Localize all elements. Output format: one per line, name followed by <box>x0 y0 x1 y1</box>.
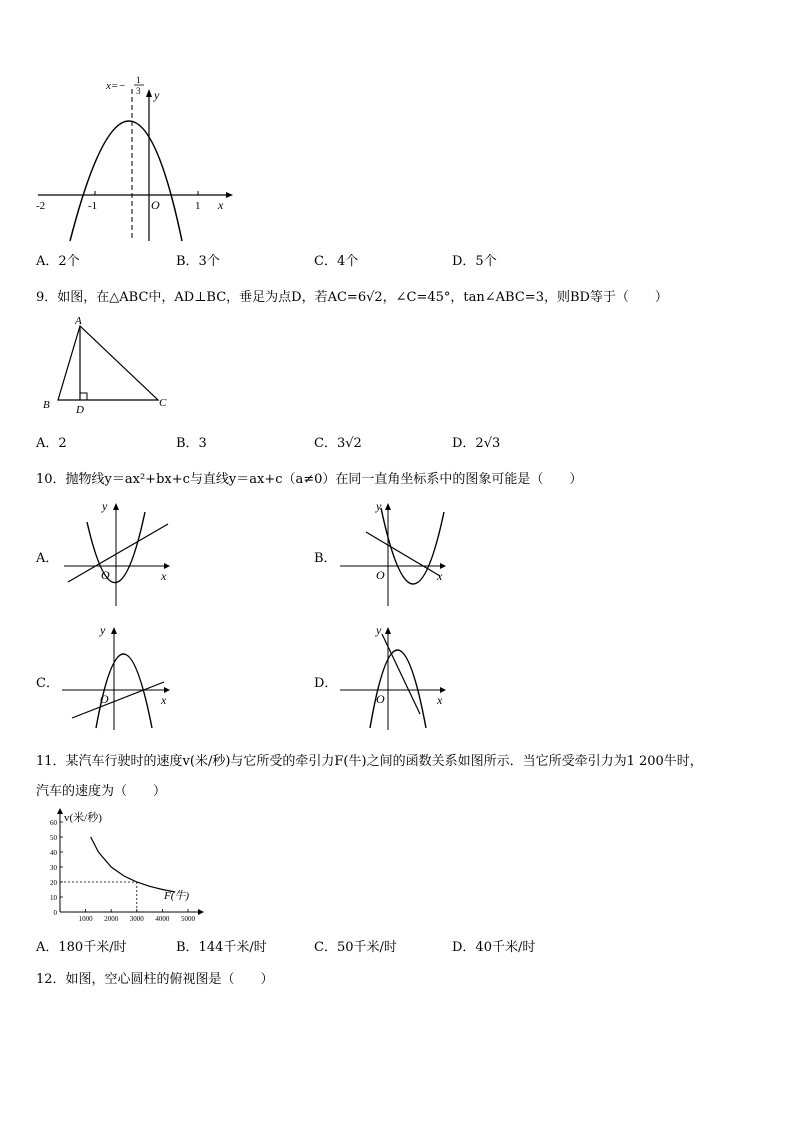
parabola <box>96 654 152 728</box>
origin-label: O <box>101 568 110 582</box>
q11-option-a[interactable]: A．180千米/时 <box>36 940 127 955</box>
y-tick-label: 60 <box>50 819 57 827</box>
q11-option-c[interactable]: C．50千米/时 <box>314 940 397 955</box>
x-axis-arrow <box>198 909 204 915</box>
label-b: B <box>43 399 50 411</box>
x-label: x <box>161 693 167 707</box>
x-tick-label: 3000 <box>129 915 144 923</box>
q9-triangle-figure <box>36 314 176 416</box>
q8-parabola-graph <box>30 75 240 245</box>
q12-stem: 12．如图，空心圆柱的俯视图是（ ） <box>36 972 274 987</box>
q11-stem-line1: 11．某汽车行驶时的速度v(米/秒)与它所受的牵引力F(牛)之间的函数关系如图所示．当它所受牵引力为1 200牛时， <box>36 754 703 769</box>
tick-label: 1 <box>195 200 201 212</box>
x-label: x <box>161 569 167 583</box>
x-label: x <box>437 693 443 707</box>
x-axis-label: F(牛) <box>164 890 190 902</box>
q9-stem: 9．如图，在△ABC中，AD⊥BC，垂足为点D，若AC=6√2，∠C=45°，tan∠ABC=3，则BD等于（ ） <box>36 290 668 305</box>
q11-stem-line2: 汽车的速度为（ ） <box>36 784 167 799</box>
x-tick-label: 1000 <box>78 915 93 923</box>
label-c: C <box>159 397 167 409</box>
line <box>72 682 164 718</box>
label-d: D <box>76 404 84 416</box>
x-tick-label: 2000 <box>104 915 119 923</box>
q10-option-a-label[interactable]: A． <box>36 551 59 566</box>
tick-label: -1 <box>88 200 98 212</box>
right-angle-mark <box>80 393 87 400</box>
y-tick-label: 30 <box>50 864 57 872</box>
line <box>68 524 168 582</box>
hyperbola-curve <box>91 837 176 892</box>
frac-den: 3 <box>136 86 141 96</box>
q11-speed-force-chart <box>36 806 206 924</box>
y-axis-label: v(米/秒) <box>64 812 102 824</box>
x-tick-label: 5000 <box>181 915 195 923</box>
frac-num: 1 <box>136 75 141 85</box>
y-axis-arrow <box>146 89 152 97</box>
y-tick-label: 20 <box>50 879 57 887</box>
q10-graph-c[interactable] <box>60 620 180 732</box>
q8-option-c[interactable]: C．4个 <box>314 254 359 269</box>
y-label: y <box>376 499 382 513</box>
symmetry-label: x=− <box>106 80 126 92</box>
y-tick-label: 50 <box>50 834 57 842</box>
tick-label: -2 <box>36 200 46 212</box>
parabola-curve <box>70 121 182 241</box>
y-label: y <box>376 623 382 637</box>
x-axis-arrow <box>226 192 233 198</box>
triangle-abc <box>58 326 158 400</box>
parabola <box>370 650 426 728</box>
q10-stem: 10．抛物线y＝ax²+bx+c与直线y＝ax+c（a≠0）在同一直角坐标系中的图象可能是（ ） <box>36 472 583 487</box>
q11-option-b[interactable]: B．144千米/时 <box>176 940 267 955</box>
origin-label: O <box>151 198 160 212</box>
y-label: y <box>100 623 106 637</box>
y-label: y <box>102 499 108 513</box>
q11-option-d[interactable]: D．40千米/时 <box>452 940 536 955</box>
origin-label: O <box>100 692 109 706</box>
q10-option-d-label[interactable]: D． <box>314 676 338 691</box>
q10-graph-b[interactable] <box>336 498 456 608</box>
x-label: x <box>218 198 224 212</box>
q9-option-a[interactable]: A．2 <box>36 436 67 451</box>
q10-graph-d[interactable] <box>336 620 456 732</box>
y-tick-label: 40 <box>50 849 57 857</box>
q9-option-d[interactable]: D．2√3 <box>452 436 501 451</box>
x-label: x <box>437 569 443 583</box>
y-tick-label: 0 <box>53 909 57 917</box>
origin-label: O <box>376 692 385 706</box>
q9-option-c[interactable]: C．3√2 <box>314 436 362 451</box>
q8-option-a[interactable]: A．2个 <box>36 254 80 269</box>
y-axis-arrow <box>57 808 63 814</box>
q10-graph-a[interactable] <box>60 498 180 608</box>
q10-option-c-label[interactable]: C． <box>36 676 59 691</box>
label-a: A <box>75 315 82 327</box>
origin-label: O <box>376 568 385 582</box>
q8-option-d[interactable]: D．5个 <box>452 254 497 269</box>
q8-option-b[interactable]: B．3个 <box>176 254 220 269</box>
x-tick-label: 4000 <box>155 915 170 923</box>
y-label: y <box>154 88 160 102</box>
q10-option-b-label[interactable]: B． <box>314 551 337 566</box>
y-tick-label: 10 <box>50 894 57 902</box>
q9-option-b[interactable]: B．3 <box>176 436 207 451</box>
